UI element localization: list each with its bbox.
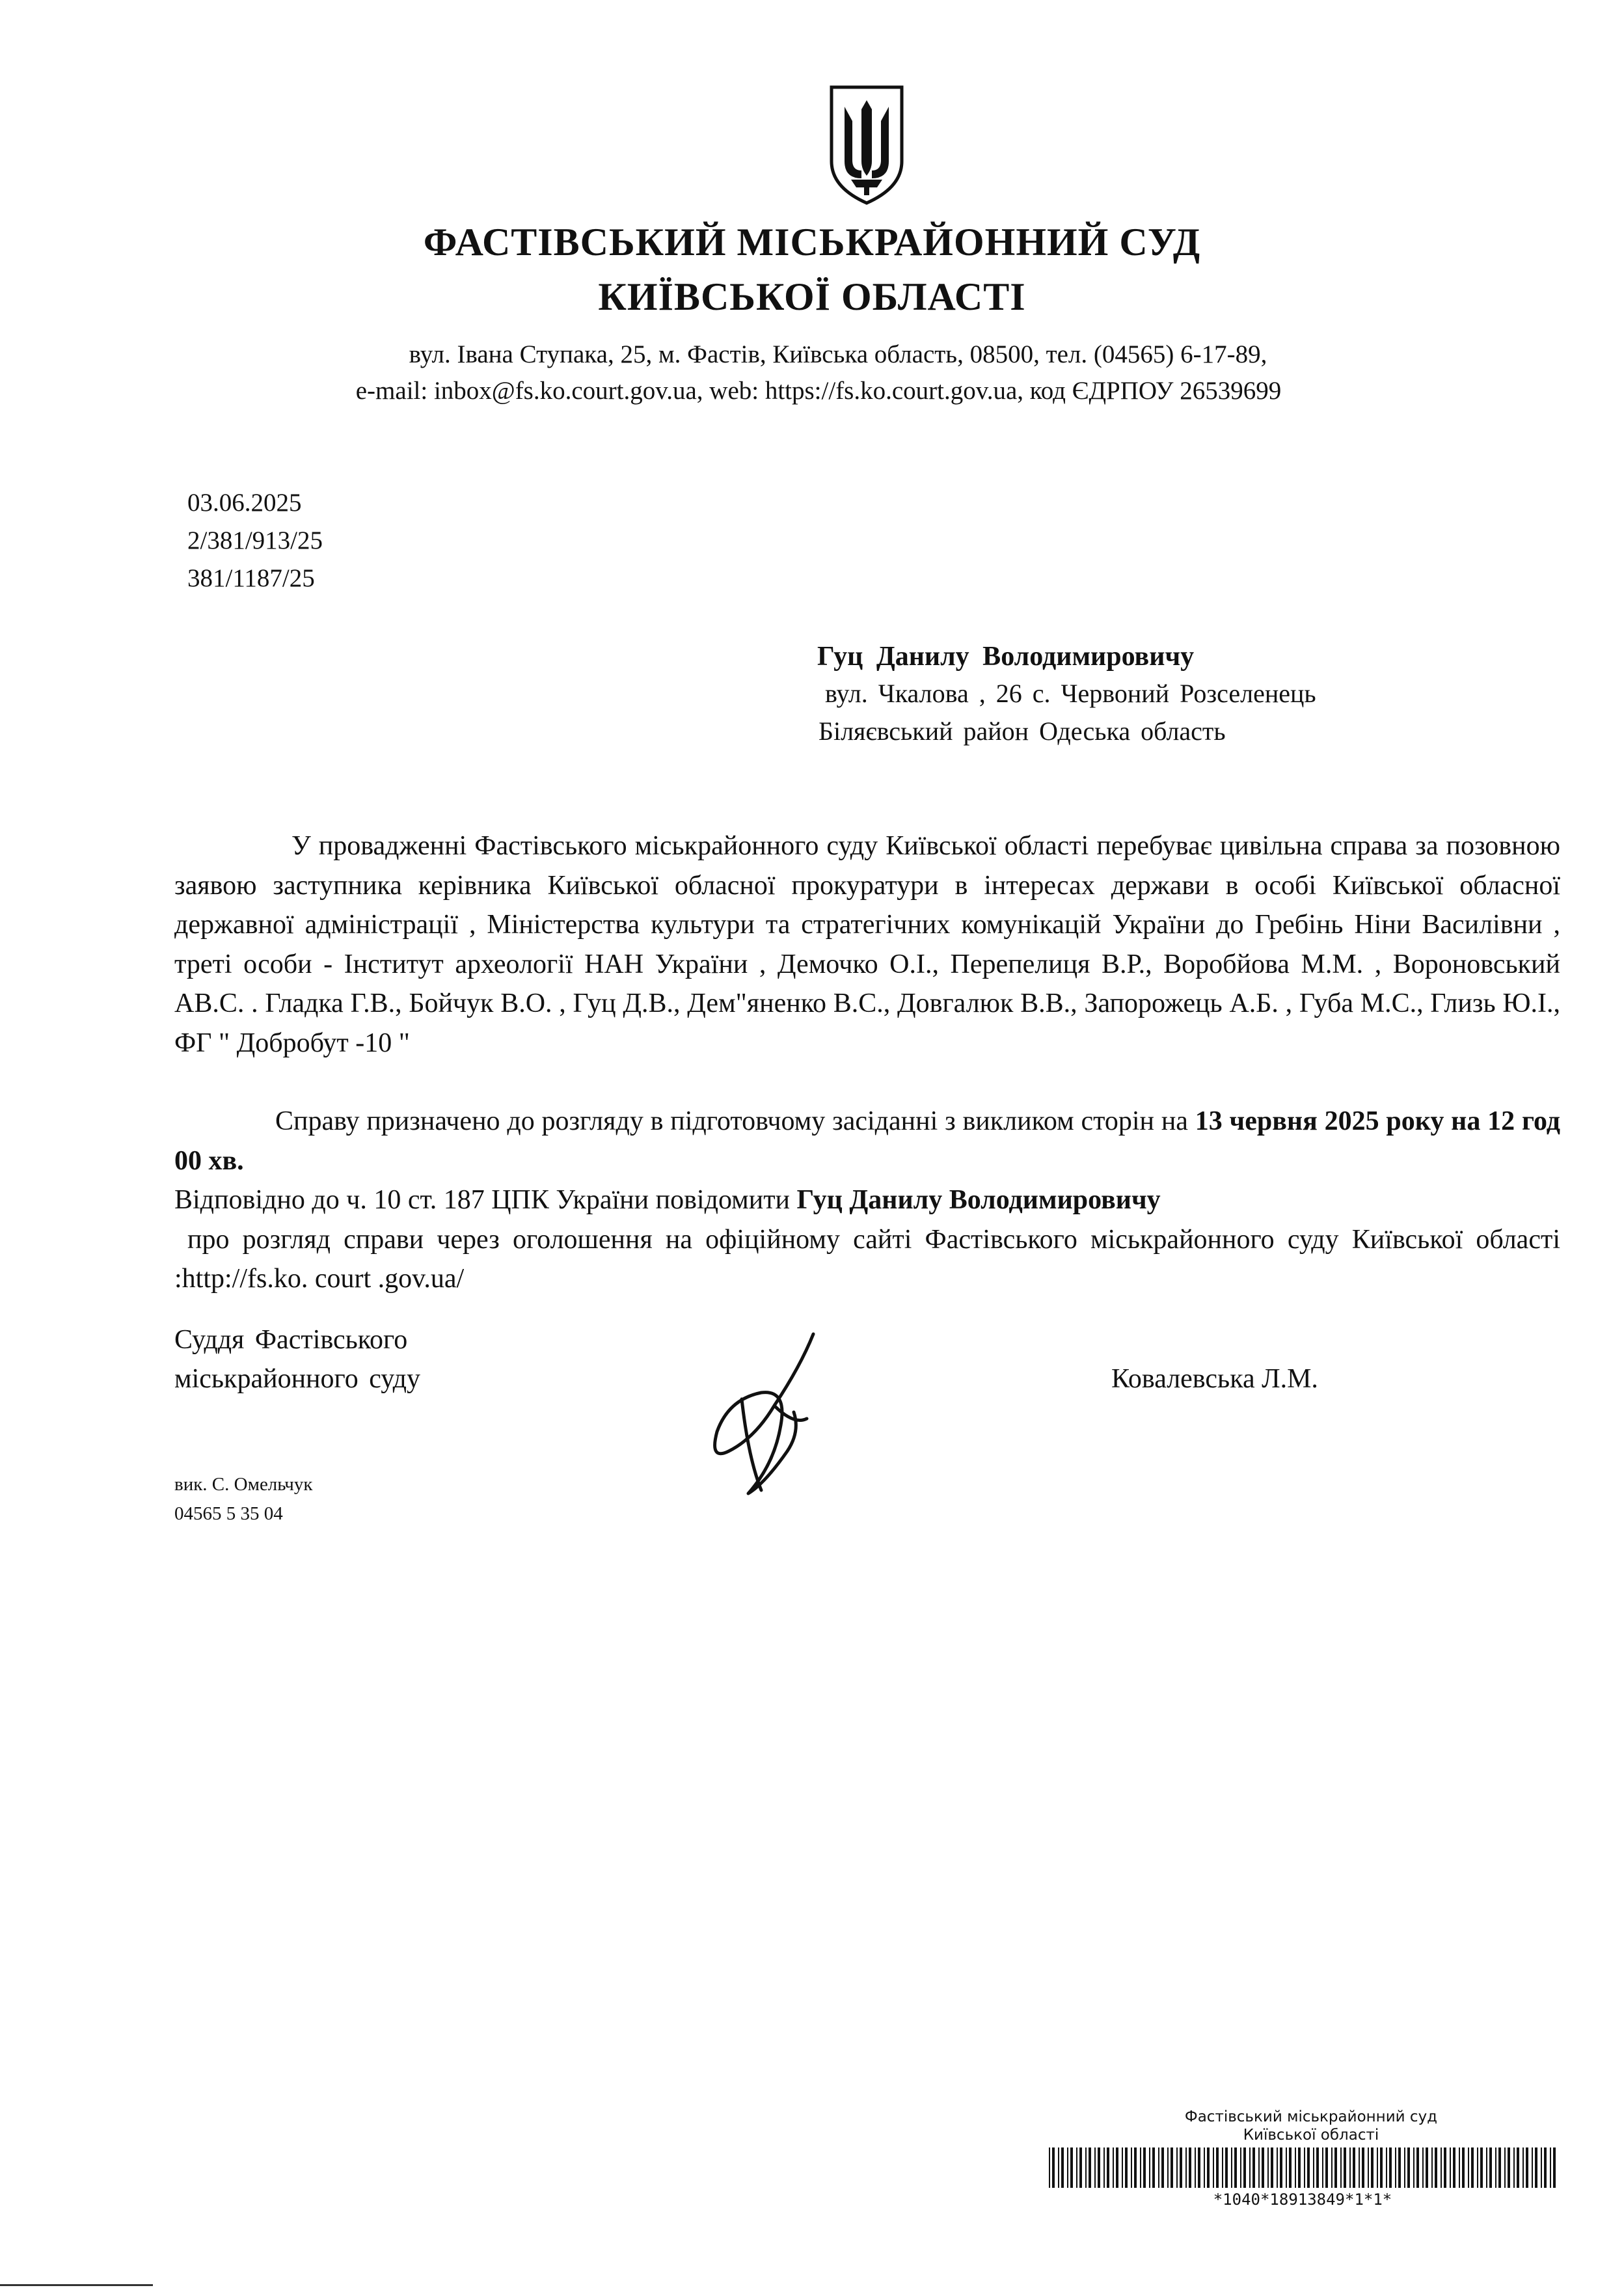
barcode-number: *1040*18913849*1*1*	[1213, 2190, 1392, 2209]
hearing-datetime: 13 червня 2025 року на 12 год 00 хв.	[174, 1106, 1561, 1176]
document-date: 03.06.2025	[187, 489, 302, 517]
executor-name: вик. С. Омельчук	[174, 1474, 313, 1495]
judge-name: Ковалевська Л.М.	[1111, 1364, 1318, 1394]
court-address: вул. Івана Ступака, 25, м. Фастів, Київська область, 08500, тел. (04565) 6-17-89,	[409, 340, 1267, 368]
page-edge-mark	[0, 2284, 153, 2286]
recipient-address-line1: вул. Чкалова , 26 с. Червоний Розселенець	[825, 679, 1316, 708]
judge-title-line2: міськрайонного суду	[174, 1364, 421, 1394]
court-name-line1: ФАСТІВСЬКИЙ МІСЬКРАЙОННИЙ СУД	[423, 221, 1201, 264]
stamp-region: Київської області	[1243, 2127, 1379, 2144]
hearing-text: Справу призначено до розгляду в підготовчому засіданні з викликом сторін на	[275, 1106, 1188, 1136]
notice-continuation: про розгляд справи через оголошення на офіційному сайті Фастівського міськрайонного суду Київської області :http://fs.ko. court .gov.ua/	[174, 1224, 1560, 1294]
trident-emblem-icon	[828, 83, 906, 207]
executor-phone: 04565 5 35 04	[174, 1503, 283, 1524]
case-description: У провадженні Фастівського міськрайонного суду Київської області перебуває цивільна справа за позовною заявою заступника керівника Київської обласної прокуратури в інтересах держави в особі Київської обласної державної адміністрації , Міністерства культури та стратегічних комунікацій України до Гребінь Ніни Василівни , треті особи - Інститут археології НАН України , Демочко О.І., Перепелиця В.Р., Воробйова М.М. , Вороновський АВ.С. . Гладка Г.В., Бойчук В.О. , Гуц Д.В., Дем"яненко В.С., Довгалюк В.В., Запорожець А.Б. , Губа М.С., Глизь Ю.І., ФГ " Добробут -10 "	[174, 831, 1560, 1058]
body-paragraph-hearing	[174, 1102, 1560, 1180]
court-contacts: e-mail: inbox@fs.ko.court.gov.ua, web: https://fs.ko.court.gov.ua, код ЄДРПОУ 26539699	[355, 377, 1282, 405]
barcode-icon	[1049, 2147, 1556, 2188]
court-name-line2: КИЇВСЬКОЇ ОБЛАСТІ	[598, 275, 1026, 318]
stamp-court-name: Фастівський міськрайонний суд	[1184, 2108, 1438, 2125]
notice-recipient: Гуц Данилу Володимировичу	[796, 1185, 1161, 1215]
signature-icon	[703, 1328, 839, 1503]
case-number: 2/381/913/25	[187, 526, 323, 554]
body-paragraph-notice	[174, 1180, 1560, 1299]
body-paragraph-case	[174, 826, 1560, 1063]
notice-text: Відповідно до ч. 10 ст. 187 ЦПК України повідомити	[174, 1185, 791, 1215]
judge-title-line1: Суддя Фастівського	[174, 1325, 408, 1355]
proceeding-number: 381/1187/25	[187, 564, 315, 592]
recipient-name: Гуц Данилу Володимировичу	[817, 642, 1195, 672]
recipient-address-line2: Біляєвський район Одеська область	[819, 716, 1226, 746]
